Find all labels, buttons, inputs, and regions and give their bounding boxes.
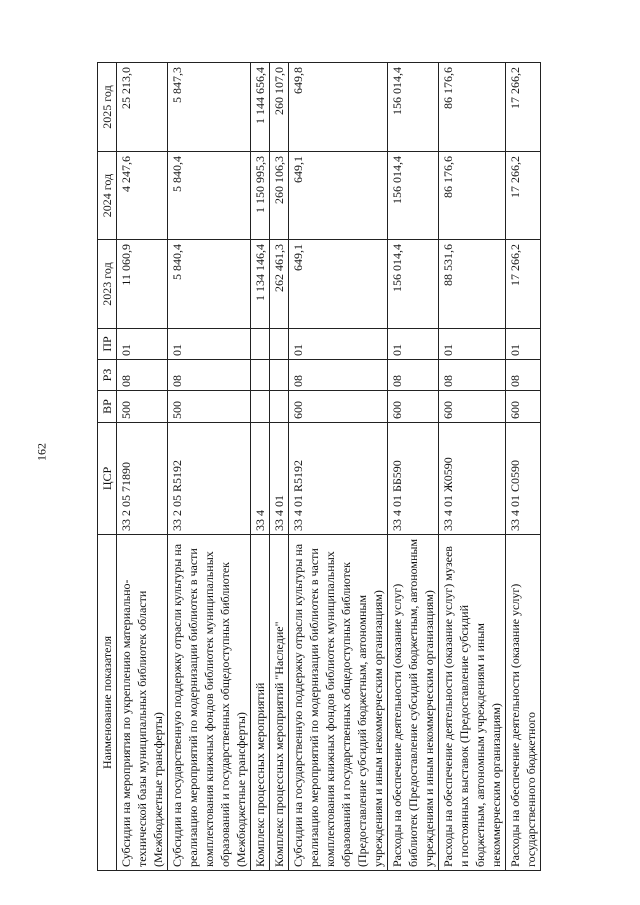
cell-csr: 33 4 01 R5192 [289, 423, 388, 535]
cell-2023: 262 461,3 [270, 240, 289, 329]
table-row [117, 63, 168, 871]
header-csr: ЦСР [98, 423, 117, 535]
rotated-page-content [97, 63, 602, 871]
cell-vr: 600 [289, 391, 388, 423]
cell-name: Комплекс процессных мероприятий [251, 535, 270, 871]
cell-name: Субсидии на государственную поддержку отрасли культуры на реализацию мероприятий по модернизации библиотек в части комплектования книжных фондов библиотек муниципальных образований и государственных общедоступных библиотек (Предоставление субсидий бюджетным, автономным учреждениям и иным некоммерческим организациям) [289, 535, 388, 871]
header-2024: 2024 год [98, 152, 117, 240]
cell-csr: 33 4 [251, 423, 270, 535]
header-rz: РЗ [98, 360, 117, 391]
header-name: Наименование показателя [98, 535, 117, 871]
cell-name: Субсидии на мероприятия по укреплению материально-технической базы муниципальных библиотек области (Межбюджетные трансферты) [117, 535, 168, 871]
cell-2024: 260 106,3 [270, 152, 289, 240]
cell-csr: 33 4 01 ББ590 [388, 423, 439, 535]
cell-csr: 33 4 01 [270, 423, 289, 535]
cell-vr: 600 [439, 391, 506, 423]
table-row [439, 63, 506, 871]
cell-2023: 17 266,2 [506, 240, 541, 329]
cell-2023: 11 060,9 [117, 240, 168, 329]
cell-2024: 4 247,6 [117, 152, 168, 240]
header-2023: 2023 год [98, 240, 117, 329]
table-row [388, 63, 439, 871]
table-row [289, 63, 388, 871]
cell-2025: 260 107,0 [270, 63, 289, 152]
table-row [506, 63, 541, 871]
cell-vr [251, 391, 270, 423]
table-row [168, 63, 251, 871]
cell-csr: 33 2 05 R5192 [168, 423, 251, 535]
cell-2024: 649,1 [289, 152, 388, 240]
table-row [251, 63, 270, 871]
cell-pr: 01 [388, 329, 439, 360]
header-2025: 2025 год [98, 63, 117, 152]
page-number: 162 [34, 443, 49, 461]
cell-2025: 86 176,6 [439, 63, 506, 152]
cell-rz [251, 360, 270, 391]
cell-2024: 1 150 995,3 [251, 152, 270, 240]
cell-csr: 33 2 05 71890 [117, 423, 168, 535]
cell-2025: 1 144 656,4 [251, 63, 270, 152]
cell-vr: 500 [117, 391, 168, 423]
cell-rz: 08 [168, 360, 251, 391]
budget-table [97, 62, 541, 871]
cell-vr: 600 [506, 391, 541, 423]
cell-rz: 08 [388, 360, 439, 391]
header-vr: ВР [98, 391, 117, 423]
cell-name: Расходы на обеспечение деятельности (оказание услуг) государственного бюджетного [506, 535, 541, 871]
cell-2024: 5 840,4 [168, 152, 251, 240]
cell-2024: 156 014,4 [388, 152, 439, 240]
cell-2023: 1 134 146,4 [251, 240, 270, 329]
cell-rz: 08 [289, 360, 388, 391]
cell-csr: 33 4 01 Ж0590 [439, 423, 506, 535]
cell-rz [270, 360, 289, 391]
cell-pr [270, 329, 289, 360]
cell-name: Расходы на обеспечение деятельности (оказание услуг) музеев и постоянных выставок (Предоставление субсидий бюджетным, автономным учреждениям и иным некоммерческим организациям) [439, 535, 506, 871]
cell-name: Расходы на обеспечение деятельности (оказание услуг) библиотек (Предоставление субсидий бюджетным, автономным учреждениям и иным некоммерческим организациям) [388, 535, 439, 871]
table-header-row [98, 63, 117, 871]
cell-rz: 08 [506, 360, 541, 391]
cell-2023: 88 531,6 [439, 240, 506, 329]
cell-csr: 33 4 01 С0590 [506, 423, 541, 535]
cell-name: Комплекс процессных мероприятий "Наследие" [270, 535, 289, 871]
cell-2023: 5 840,4 [168, 240, 251, 329]
cell-2025: 156 014,4 [388, 63, 439, 152]
cell-vr [270, 391, 289, 423]
cell-2025: 5 847,3 [168, 63, 251, 152]
cell-2023: 156 014,4 [388, 240, 439, 329]
header-pr: ПР [98, 329, 117, 360]
table-row [270, 63, 289, 871]
cell-pr: 01 [168, 329, 251, 360]
cell-2025: 25 213,0 [117, 63, 168, 152]
cell-2023: 649,1 [289, 240, 388, 329]
cell-name: Субсидии на государственную поддержку отрасли культуры на реализацию мероприятий по модернизации библиотек в части комплектования книжных фондов библиотек муниципальных образований и государственных общедоступных библиотек (Межбюджетные трансферты) [168, 535, 251, 871]
cell-pr: 01 [506, 329, 541, 360]
cell-pr: 01 [117, 329, 168, 360]
cell-2025: 649,8 [289, 63, 388, 152]
cell-vr: 600 [388, 391, 439, 423]
cell-2024: 86 176,6 [439, 152, 506, 240]
cell-2024: 17 266,2 [506, 152, 541, 240]
cell-2025: 17 266,2 [506, 63, 541, 152]
cell-pr [251, 329, 270, 360]
cell-pr: 01 [439, 329, 506, 360]
cell-vr: 500 [168, 391, 251, 423]
cell-rz: 08 [439, 360, 506, 391]
cell-rz: 08 [117, 360, 168, 391]
cell-pr: 01 [289, 329, 388, 360]
